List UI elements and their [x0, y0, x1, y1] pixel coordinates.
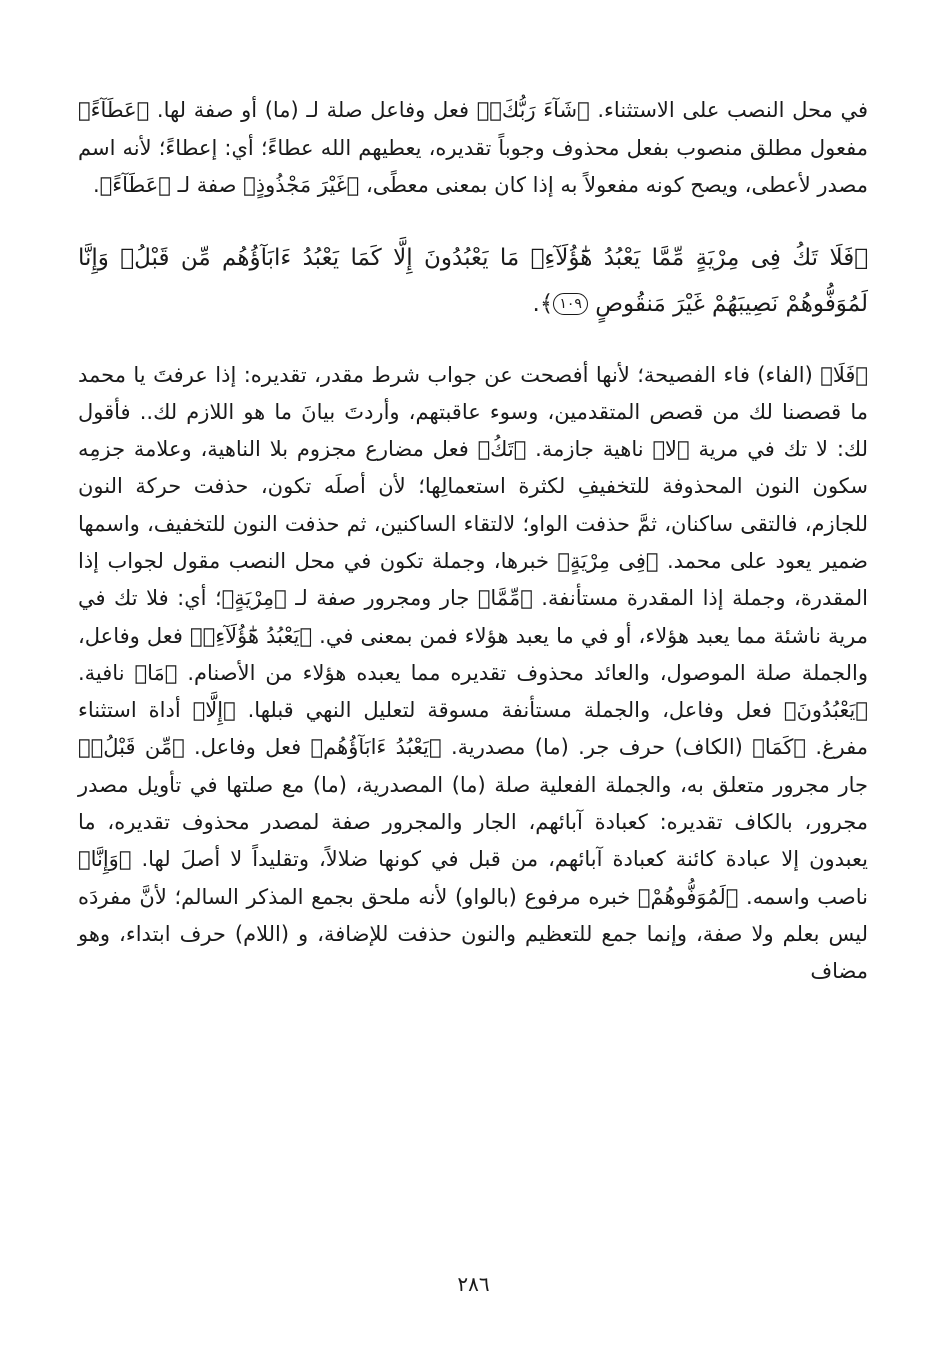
intro-paragraph: في محل النصب على الاستثناء. ﴿شَآءَ رَبُّكَۚ﴾ فعل وفاعل صلة لـ (ما) أو صفة لها. ﴿عَطَآءً﴾ مفعول مطلق منصوب بفعل محذوف وجوباً تقديره، يعطيهم الله عطاءً؛ أي: إعطاءً؛ لأنه اسم مصدر لأعطى، ويصح كونه مفعولاً به إذا كان بمعنى معطًى، ﴿غَيْرَ مَجْذُوذٍ﴾ صفة لـ ﴿عَطَآءً﴾. — [78, 98, 868, 197]
quran-verse — [78, 235, 868, 327]
grammatical-commentary: ﴿فَلَا﴾ (الفاء) فاء الفصيحة؛ لأنها أفصحت عن جواب شرط مقدر، تقديره: إذا عرفتَ يا محمد ما قصصنا لك من قصص المتقدمين، وسوء عاقبتهم، وأردتَ بيانَ ما هو اللازم لك.. فأقول لك: لا تك في مرية ﴿لا﴾ ناهية جازمة. ﴿تَكُ﴾ فعل مضارع مجزوم بلا الناهية، وعلامة جزمِه سكون النون المحذوفة للتخفيفِ لكثرة استعمالِها؛ لأن أصلَه تكون، حذفت حركة النون للجازم، فالتقى ساكنان، ثمَّ حذفت الواو؛ لالتقاء الساكنين، ثم حذفت النون للتخفيف، واسمها ضمير يعود على محمد. ﴿فِى مِرْيَةٍ﴾ خبرها، وجملة تكون في محل النصب مقول لجواب إذا المقدرة، وجملة إذا المقدرة مستأنفة. ﴿مِّمَّا﴾ جار ومجرور صفة لـ ﴿مِرْيَةٍ﴾؛ أي: فلا تك في مرية ناشئة مما يعبد هؤلاء، أو في ما يعبد هؤلاء فمن بمعنى في. ﴿يَعْبُدُ هَٰٓؤُلَآءِۚ﴾ فعل وفاعل، والجملة صلة الموصول، والعائد محذوف تقديره مما يعبده هؤلاء من الأصنام. ﴿مَا﴾ نافية. ﴿يَعْبُدُونَ﴾ فعل وفاعل، والجملة مستأنفة مسوقة لتعليل النهي قبلها. ﴿إِلَّا﴾ أداة استثناء مفرغ. ﴿كَمَا﴾ (الكاف) حرف جر. (ما) مصدرية. ﴿يَعْبُدُ ءَابَآؤُهُم﴾ فعل وفاعل. ﴿مِّن قَبْلُۚ﴾ جار مجرور متعلق به، والجملة الفعلية صلة (ما) المصدرية، (ما) مع صلتها في تأويل مصدر مجرور، بالكاف تقديره: كعبادة آبائهم، الجار والمجرور صفة لمصدر محذوف تقديره، ما يعبدون إلا عبادة كائنة كعبادة آبائهم، من قبل في كونها ضلالاً، وتقليداً لا أصلَ لها. ﴿وَإِنَّا﴾ ناصب واسمه. ﴿لَمُوَفُّوهُمْ﴾ خبره مرفوع (بالواو) لأنه ملحق بجمع المذكر السالم؛ لأنَّ مفردَه ليس بعلم ولا صفة، وإنما جمع للتعظيم والنون حذفت للإضافة، و (اللام) حرف ابتداء، وهو مضاف — [78, 362, 868, 984]
verse-number-badge: ١٠٩ — [553, 293, 588, 315]
page-number: ٢٨٦ — [457, 1272, 490, 1296]
page-body — [78, 92, 868, 991]
verse-closing: ﴾. — [532, 290, 554, 317]
verse-text: ﴿فَلَا تَكُ فِى مِرْيَةٍ مِّمَّا يَعْبُدُ هَٰٓؤُلَآءِۚ مَا يَعْبُدُونَ إِلَّا كَمَا يَعْبُدُ ءَابَآؤُهُم مِّن قَبْلُۚ وَإِنَّا لَمُوَفُّوهُمْ نَصِيبَهُمْ غَيْرَ مَنقُوصٍ — [78, 244, 868, 317]
